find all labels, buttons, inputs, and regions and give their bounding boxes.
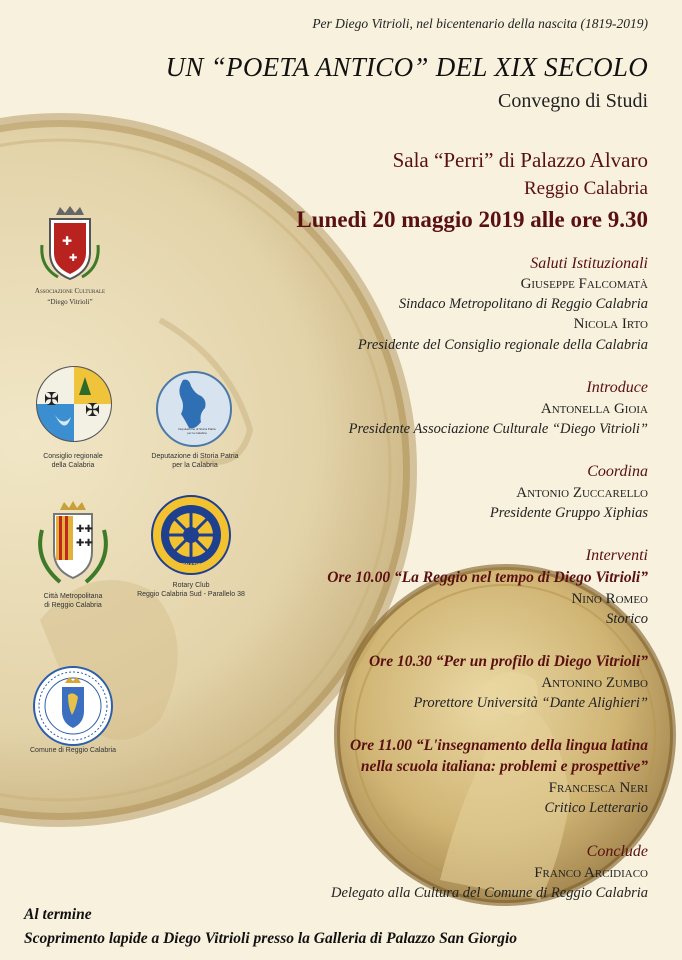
talk-title: Ore 11.00 “L'insegnamento della lingua latina [350,737,648,754]
deputazione-inner-text: Deputazione di Storia Patria per la Calabria [178,427,216,435]
speaker-name: Nino Romeo [571,591,648,607]
citta-metropolitana-crest-icon [30,500,116,588]
associazione-crest-icon [38,205,102,283]
comune-caption: Comune di Reggio Calabria [30,747,116,754]
svg-text:✚✚: ✚✚ [76,538,93,549]
speaker-role: Storico [606,611,648,627]
svg-text:✚✚: ✚✚ [76,524,93,535]
event-title: UN “POETA ANTICO” DEL XIX SECOLO [165,52,648,82]
talk-title: nella scuola italiana: problemi e prospettive” [360,758,648,775]
svg-text:✠: ✠ [44,389,60,410]
section-heading-saluti: Saluti Istituzionali [530,255,648,272]
speaker-name: Giuseppe Falcomatà [520,276,648,292]
footer-closing: Al termine [24,906,92,923]
speaker-name: Francesca Neri [548,780,648,796]
speaker-name: Antonella Gioia [540,401,648,417]
citta-caption: Città Metropolitana [43,593,103,600]
speaker-role: Sindaco Metropolitano di Reggio Calabria [398,296,648,312]
section-heading-introduce: Introduce [586,379,648,396]
speaker-name: Nicola Irto [573,316,648,332]
svg-text:✚: ✚ [69,253,78,264]
section-heading-coordina: Coordina [587,463,648,480]
talk-title: Ore 10.00 “La Reggio nel tempo di Diego Vitrioli” [327,569,648,586]
footer-unveiling: Scoprimento lapide a Diego Vitrioli presso la Galleria di Palazzo San Giorgio [24,930,518,947]
speaker-role: Presidente Associazione Culturale “Diego Vitrioli” [348,421,648,437]
associazione-caption: Associazione Culturale [34,287,106,295]
rotary-caption: Reggio Calabria Sud - Parallelo 38 [137,591,245,598]
associazione-caption: “Diego Vitrioli” [47,298,93,306]
consiglio-caption: della Calabria [51,462,95,469]
speaker-role: Prorettore Università “Dante Alighieri” [413,695,648,711]
talk-title: Ore 10.30 “Per un profilo di Diego Vitrioli” [368,653,648,670]
speaker-name: Antonio Zuccarello [516,485,648,501]
speaker-role: Delegato alla Cultura del Comune di Reggio Calabria [331,885,648,901]
speaker-name: Antonino Zumbo [541,675,648,691]
comune-seal-icon [32,665,114,747]
deputazione-calabria-map-icon [155,370,233,448]
section-heading-interventi: Interventi [585,547,648,564]
rotary-ring-bottom-text: INTERNATIONAL [170,563,212,569]
speaker-name: Franco Arcidiaco [534,865,648,881]
speaker-role: Presidente del Consiglio regionale della Calabria [357,337,648,353]
rotary-ring-top-text: ROTARY [178,500,204,506]
dedication-line: Per Diego Vitrioli, nel bicentenario della nascita (1819-2019) [312,16,648,31]
consiglio-caption: Consiglio regionale [43,453,103,460]
section-heading-conclude: Conclude [586,843,648,860]
deputazione-caption: Deputazione di Storia Patria [151,453,239,460]
event-datetime: Lunedì 20 maggio 2019 alle ore 9.30 [296,207,648,232]
venue-room: Sala “Perri” di Palazzo Alvaro [392,148,648,172]
deputazione-caption: per la Calabria [172,462,218,469]
rotary-caption: Rotary Club [172,582,210,589]
speaker-role: Presidente Gruppo Xiphias [489,505,648,521]
venue-city: Reggio Calabria [524,178,648,199]
consiglio-regionale-emblem-icon [35,365,113,443]
event-subtitle: Convegno di Studi [497,90,648,112]
svg-text:✚: ✚ [62,234,73,248]
speaker-role: Critico Letterario [544,800,648,816]
svg-text:✠: ✠ [85,400,101,421]
citta-caption: di Reggio Calabria [44,602,102,609]
